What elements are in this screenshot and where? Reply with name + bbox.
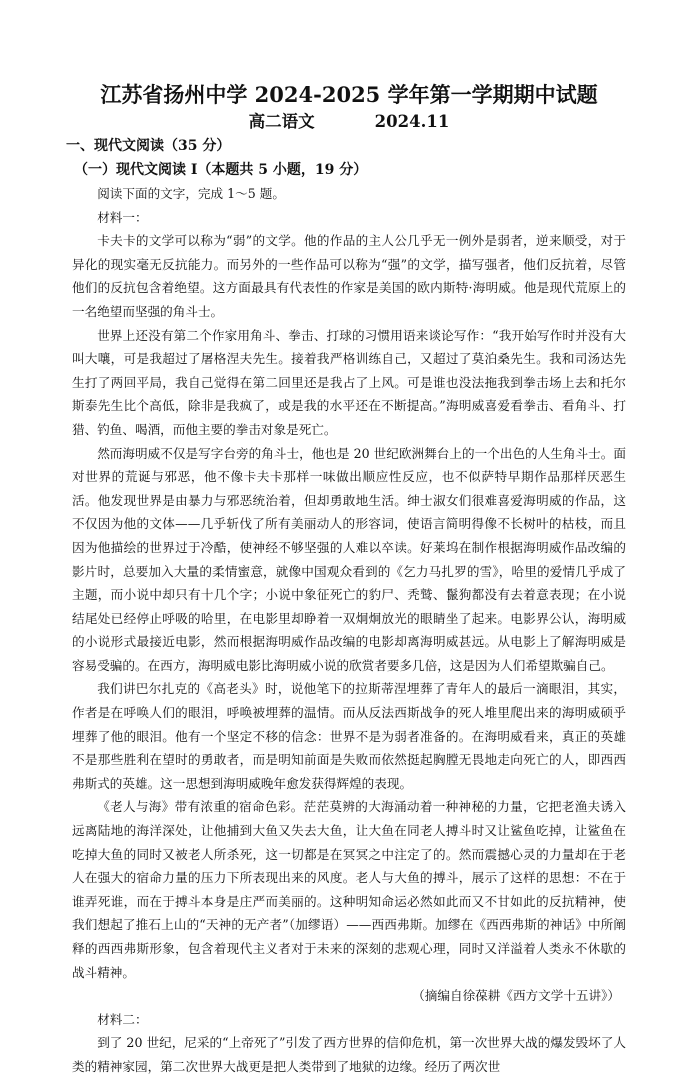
paragraph: 我们讲巴尔扎克的《高老头》时，说他笔下的拉斯蒂涅埋葬了青年人的最后一滴眼泪，其实，作者是在呼唤人们的眼泪，呼唤被埋葬的温情。而从反法西斯战争的死人堆里爬出来的海明威硕乎埋葬了他的眼泪。他有一个坚定不移的信念：世界不是为弱者准备的。在海明威看来，真正的英雄不是那些胜利在望时的勇敢者，而是明知前面是失败而依然挺起胸膛无畏地走向死亡的人，即西西弗斯式的英雄。这一思想到海明威晚年愈发获得辉煌的表现。 [72,681,626,791]
reading-instruction: 阅读下面的文字，完成 1～5 题。 [97,186,285,201]
paragraph: 《老人与海》带有浓重的宿命色彩。茫茫莫辨的大海涌动着一种神秘的力量，它把老渔夫诱入远离陆地的海洋深处，让他捕到大鱼又失去大鱼，让大鱼在同老人搏斗时又让鲨鱼吃掉，让鲨鱼在吃掉大鱼的同时又被老人所杀死，这一切都是在冥冥之中注定了的。然而震撼心灵的力量却在于老人在强大的宿命力量的压力下所表现出来的风度。老人与大鱼的搏斗，展示了这样的思想：不在于谁弄死谁，而在于搏斗本身是庄严而美丽的。这种明知命运必然如此而又不甘如此的反抗精神，使我们想起了推石上山的“天神的无产者”（加缪语）——西西弗斯。加缪在《西西弗斯的神话》中所阐释的西西弗斯形象，包含着现代主义者对于未来的深刻的悲观心理，同时又洋溢着人类永不休歇的战斗精神。 [72,799,626,980]
paragraph: 到了 20 世纪，尼采的“上帝死了”引发了西方世界的信仰危机，第一次世界大战的爆发毁坏了人类的精神家园，第二次世界大战更是把人类带到了地狱的边缘。经历了两次世 [72,1035,626,1074]
exam-date: 2024.11 [374,112,450,131]
material-one-label: 材料一： [97,209,148,225]
exam-subtitle [72,110,626,134]
paragraph: 世界上还没有第二个作家用角斗、拳击、打球的习惯用语来谈论写作：“我开始写作时并没有大叫大嚷，可是我超过了屠格涅夫先生。接着我严格训练自己，又超过了莫泊桑先生。我和司汤达先生打了两回平局，我自己觉得在第二回里还是我占了上风。可是谁也没法拖我到拳击场上去和托尔斯泰先生比个高低，除非是我疯了，或是我的水平还在不断提高。”海明威喜爱看拳击、看角斗、打猎、钓鱼、喝酒，而他主要的拳击对象是死亡。 [72,327,626,437]
section-heading: 一、现代文阅读（35 分） [66,138,231,154]
paragraph: 卡夫卡的文学可以称为“弱”的文学。他的作品的主人公几乎无一例外是弱者，逆来顺受，对于异化的现实毫无反抗能力。而另外的一些作品可以称为“强”的文学，描写强者，他们反抗着，尽管他们的反抗包含着绝望。这方面最具有代表性的作家是美国的欧内斯特·海明威。他是现代荒原上的一名绝望而坚强的角斗士。 [72,233,626,319]
paragraph: 然而海明威不仅是写字台旁的角斗士，他也是 20 世纪欧洲舞台上的一个出色的人生角斗士。面对世界的荒诞与邪恶，他不像卡夫卡那样一味做出顺应性反应，也不似萨特早期作品那样厌恶生活。他发现世界是由暴力与邪恶统治着，但却勇敢地生活。绅士淑女们很难喜爱海明威的作品，这不仅因为他的文体——几乎斩伐了所有美丽动人的形容词，使语言简明得像不长树叶的枯枝，而且因为他描绘的世界过于冷酷，使神经不够坚强的人难以卒读。好莱坞在制作根据海明威作品改编的影片时，总要加入大量的柔情蜜意，就像中国观众看到的《乞力马扎罗的雪》，哈里的爱情几乎成了主题，而小说中却只有十几个字；小说中象征死亡的豹尸、秃鹫、鬣狗都没有去着意表现；在小说结尾处已经停止呼吸的哈里，在电影里却睁着一双炯炯放光的眼睛坐了起来。电影界公认，海明威的小说形式最接近电影，然而根据海明威作品改编的电影却离海明威甚远。从电影上了解海明威是容易受骗的。在西方，海明威电影比海明威小说的欣赏者要多几倍，这是因为人们希望欺骗自己。 [72,445,626,673]
material-two-label: 材料二： [97,1011,148,1027]
exam-title: 江苏省扬州中学 2024-2025 学年第一学期期中试题 [100,82,598,107]
subject-label: 高二语文 [248,112,315,131]
subsection-heading: （一）现代文阅读 I（本题共 5 小题，19 分） [74,162,368,178]
source-citation: （摘编自徐葆耕《西方文学十五讲》） [412,988,620,1004]
